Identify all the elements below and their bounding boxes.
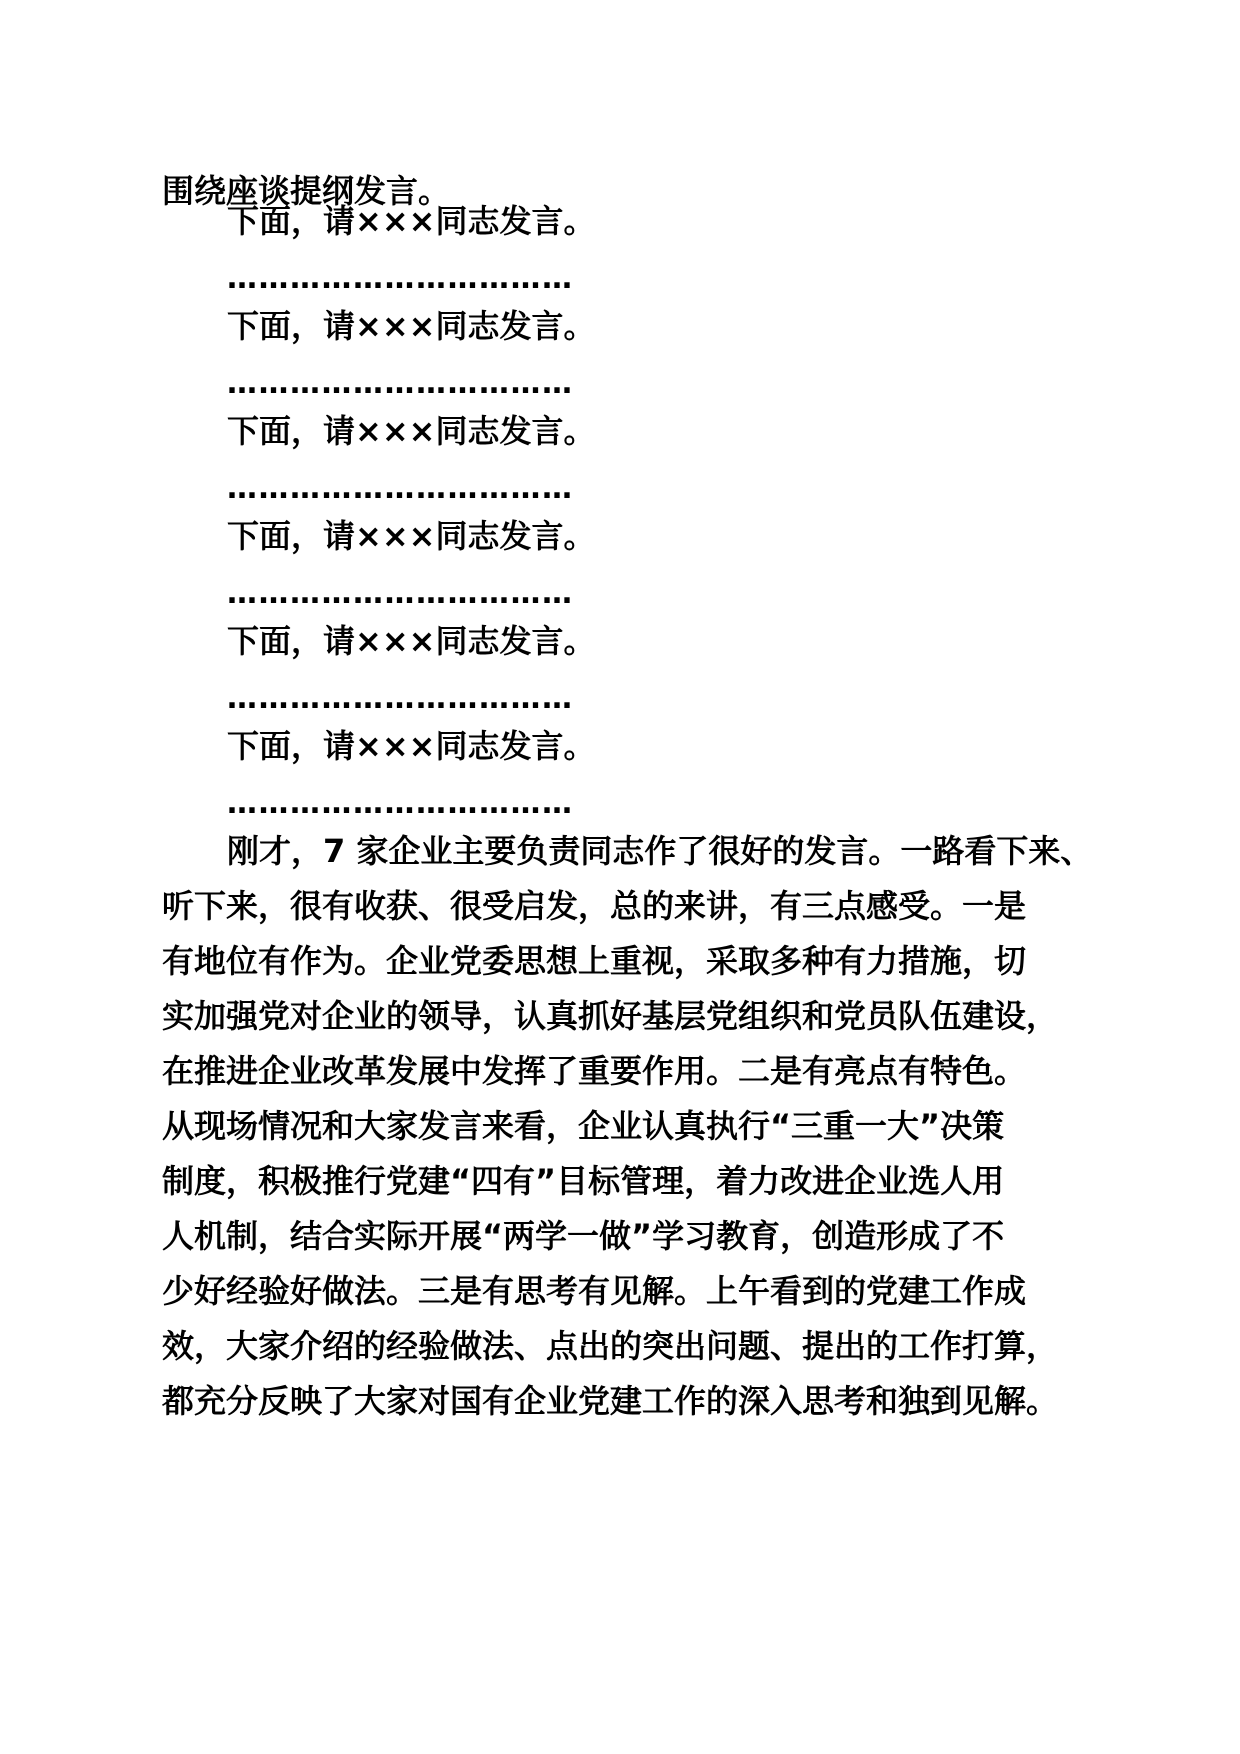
speaker-call-2: 下面，请×××同志发言。 <box>227 307 596 345</box>
summary-line-2: 听下来，很有收获、很受启发，总的来讲，有三点感受。一是 <box>162 887 1027 925</box>
summary-line-5: 在推进企业改革发展中发挥了重要作用。二是有亮点有特色。 <box>162 1052 1027 1090</box>
summary-line-4: 实加强党对企业的领导，认真抓好基层党组织和党员队伍建设， <box>162 997 1059 1035</box>
speaker-call-6: 下面，请×××同志发言。 <box>227 727 596 765</box>
speaker-call-4: 下面，请×××同志发言。 <box>227 517 596 555</box>
summary-line-9: 少好经验好做法。三是有思考有见解。上午看到的党建工作成 <box>162 1272 1027 1310</box>
speaker-call-1: 下面，请×××同志发言。 <box>227 202 596 240</box>
summary-line-10: 效，大家介绍的经验做法、点出的突出问题、提出的工作打算， <box>162 1327 1059 1365</box>
summary-line-7: 制度，积极推行党建“四有”目标管理，着力改进企业选人用 <box>162 1162 1005 1200</box>
summary-line-6: 从现场情况和大家发言来看，企业认真执行“三重一大”决策 <box>162 1107 1005 1145</box>
ellipsis-3: …………………………… <box>227 471 574 506</box>
speaker-call-5: 下面，请×××同志发言。 <box>227 622 596 660</box>
ellipsis-6: …………………………… <box>227 786 574 821</box>
ellipsis-4: …………………………… <box>227 576 574 611</box>
ellipsis-2: …………………………… <box>227 366 574 401</box>
summary-line-3: 有地位有作为。企业党委思想上重视，采取多种有力措施，切 <box>162 942 1027 980</box>
summary-line-1: 刚才，7 家企业主要负责同志作了很好的发言。一路看下来、 <box>227 832 1093 870</box>
ellipsis-5: …………………………… <box>227 681 574 716</box>
ellipsis-1: …………………………… <box>227 261 574 296</box>
speaker-call-3: 下面，请×××同志发言。 <box>227 412 596 450</box>
summary-line-11: 都充分反映了大家对国有企业党建工作的深入思考和独到见解。 <box>162 1382 1059 1420</box>
intro-line: 围绕座谈提纲发言。 <box>162 172 451 210</box>
summary-line-8: 人机制，结合实际开展“两学一做”学习教育，创造形成了不 <box>162 1217 1005 1255</box>
